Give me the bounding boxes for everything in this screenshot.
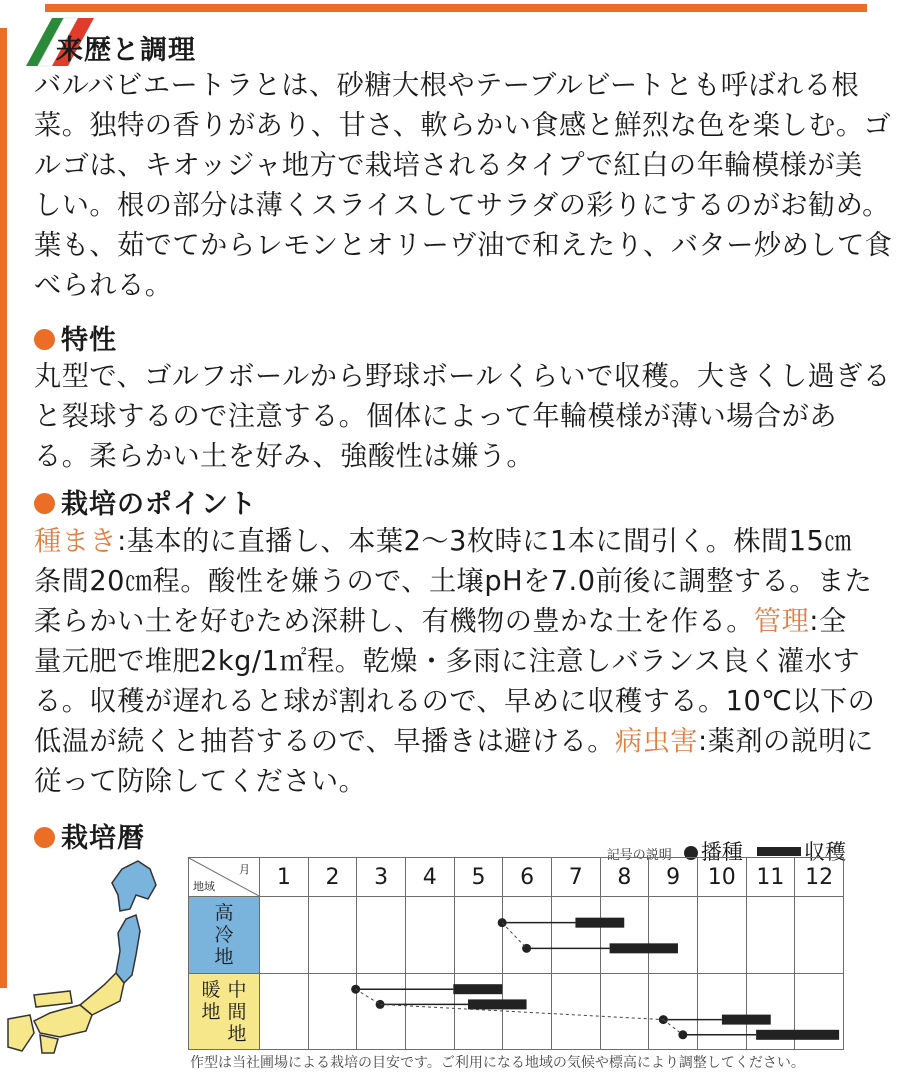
history-line: バルバビエートラとは、砂糖大根やテーブルビートとも呼ばれる根 (34, 70, 860, 101)
term-sowing: 種まき (34, 526, 118, 557)
points-line: 従って防除してください。 (34, 766, 367, 797)
month-header: 2 (308, 858, 357, 897)
calendar-cell (357, 974, 406, 1050)
history-line: 葉も、茹でてからレモンとオリーヴ油で和えたり、バター炒めして食 (34, 230, 893, 261)
bullet-icon (34, 329, 55, 350)
calendar-header-row (189, 858, 844, 897)
month-header: 12 (795, 858, 844, 897)
points-line: る。収穫が遅れると球が割れるので、早めに収穫する。10℃以下の (34, 686, 876, 717)
calendar-cell (260, 897, 309, 974)
traits-line: る。柔らかい土を好み、強酸性は嫌う。 (34, 441, 535, 472)
month-header: 6 (503, 858, 552, 897)
points-paragraph (34, 522, 876, 802)
calendar-heading: 栽培暦 (34, 816, 145, 855)
calendar-cell (600, 897, 649, 974)
month-header: 1 (260, 858, 309, 897)
points-line: 条間20㎝程。酸性を嫌うので、土壌pHを7.0前後に調整する。また (34, 566, 873, 597)
calendar-cell (357, 897, 406, 974)
calendar-cell (503, 974, 552, 1050)
month-header: 7 (551, 858, 600, 897)
region-label-warm-mid: 暖地中間地 (189, 974, 260, 1050)
calendar-corner-cell: 月 地域 (189, 858, 260, 897)
calendar-cell (405, 897, 454, 974)
calendar-cell (795, 974, 844, 1050)
japan-map-icon (0, 855, 190, 1055)
calendar-cell (308, 897, 357, 974)
calendar-row-cold (189, 897, 844, 974)
calendar-cell (454, 974, 503, 1050)
term-pests: 病虫害 (614, 726, 698, 757)
calendar-cell (308, 974, 357, 1050)
traits-heading: 特性 (34, 318, 117, 357)
calendar-cell (649, 897, 698, 974)
month-header: 3 (357, 858, 406, 897)
harvest-marker-icon (757, 847, 801, 856)
calendar-cell (454, 897, 503, 974)
calendar-cell (746, 897, 795, 974)
history-line: ルゴは、キオッジャ地方で栽培されるタイプで紅白の年輪模様が美 (34, 150, 863, 181)
traits-paragraph (34, 357, 891, 477)
points-line: 量元肥で堆肥2kg/1㎡程。乾燥・多雨に注意しバランス良く灌水す (34, 646, 861, 677)
points-line: 種まき:基本的に直播し、本葉2〜3枚時に1本に間引く。株間15㎝ (34, 526, 852, 557)
history-heading: 来歴と調理 (56, 35, 196, 66)
calendar-cell (260, 974, 309, 1050)
calendar-cell (649, 974, 698, 1050)
calendar-footnote: 作型は当社圃場による栽培の目安です。ご利用になる地域の気候や標高により調整してください。 (190, 1055, 805, 1071)
calendar-cell (405, 974, 454, 1050)
points-heading: 栽培のポイント (34, 482, 257, 521)
month-header: 5 (454, 858, 503, 897)
cultivation-calendar-table (188, 857, 844, 1050)
month-header: 10 (697, 858, 746, 897)
month-header: 11 (746, 858, 795, 897)
calendar-cell (551, 974, 600, 1050)
history-line: しい。根の部分は薄くスライスしてサラダの彩りにするのがお勧め。 (34, 190, 890, 221)
calendar-legend: 記号の説明 播種 収穫 (606, 840, 846, 864)
history-line: 菜。独特の香りがあり、甘さ、軟らかい食感と鮮烈な色を楽しむ。ゴ (34, 110, 892, 141)
points-line: 低温が続くと抽苔するので、早播きは避ける。病虫害:薬剤の説明に (34, 726, 874, 757)
region-label-cold: 高冷地 (189, 897, 260, 974)
calendar-cell (697, 974, 746, 1050)
calendar-cell (551, 897, 600, 974)
history-line: べられる。 (34, 270, 173, 301)
calendar-cell (746, 974, 795, 1050)
calendar-cell (503, 897, 552, 974)
month-header: 8 (600, 858, 649, 897)
term-management: 管理 (753, 606, 810, 637)
calendar-cell (795, 897, 844, 974)
points-line: 柔らかい土を好むため深耕し、有機物の豊かな土を作る。管理:全 (34, 606, 847, 637)
bullet-icon (34, 493, 55, 514)
bullet-icon (34, 827, 55, 848)
history-paragraph (34, 66, 893, 306)
month-header: 4 (405, 858, 454, 897)
month-header: 9 (649, 858, 698, 897)
traits-line: と裂球するので注意する。個体によって年輪模様が薄い場合があ (34, 401, 837, 432)
left-accent-bar (0, 28, 7, 988)
top-accent-bar (45, 4, 867, 12)
calendar-cell (600, 974, 649, 1050)
calendar-row-warm-mid (189, 974, 844, 1050)
traits-line: 丸型で、ゴルフボールから野球ボールくらいで収穫。大きくし過ぎる (34, 361, 891, 392)
calendar-cell (697, 897, 746, 974)
